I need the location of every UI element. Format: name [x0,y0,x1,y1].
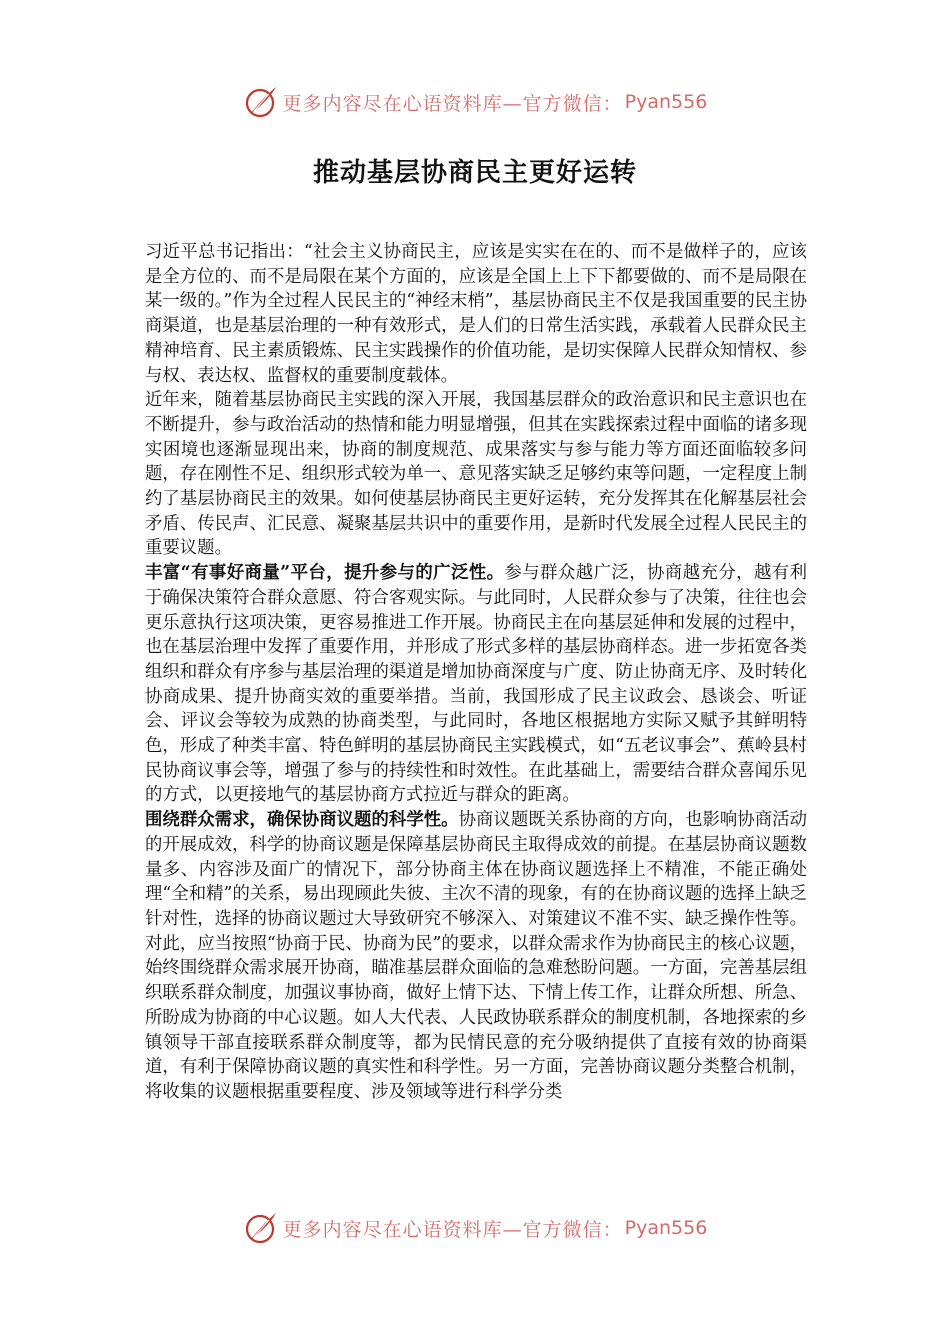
paragraph-3-text: 参与群众越广泛，协商越充分，越有利于确保决策符合群众意愿、符合客观实际。与此同时，人民群众参与了决策，往往也会更乐意执行这项决策，更容易推进工作开展。协商民主在向基层延伸和发展的过程中，也在基层治理中发挥了重要作用，并形成了形式多样的基层协商样态。进一步拓宽各类组织和群众有序参与基层治理的渠道是增加协商深度与广度、防止协商无序、及时转化协商成果、提升协商实效的重要举措。当前，我国形成了民主议政会、恳谈会、听证会、评议会等较为成熟的协商类型，与此同时，各地区根据地方实际又赋予其鲜明特色，形成了种类丰富、特色鲜明的基层协商民主实践模式，如“五老议事会”、蕉岭县村民协商议事会等，增强了参与的持续性和时效性。在此基础上，需要结合群众喜闻乐见的方式，以更接地气的基层协商方式拉近与群众的距离。 [145,563,807,806]
banner-text: 更多内容尽在心语资料库—官方微信： [282,1218,623,1241]
banner-wechat-id: Pyan556 [624,91,708,113]
banner-wechat-id: Pyan556 [624,1217,708,1239]
article-body [145,240,807,1105]
footer-watermark-banner [0,1206,950,1250]
feather-pen-logo-icon [243,84,279,120]
feather-pen-logo-icon [243,1210,279,1246]
paragraph-2-text: 近年来，随着基层协商民主实践的深入开展，我国基层群众的政治意识和民主意识也在不断提升，参与政治活动的热情和能力明显增强，但其在实践探索过程中面临的诸多现实困境也逐渐显现出来，协商的制度规范、成果落实与参与能力等方面还面临较多问题，存在刚性不足、组织形式较为单一、意见落实缺乏足够约束等问题，一定程度上制约了基层协商民主的效果。如何使基层协商民主更好运转，充分发挥其在化解基层社会矛盾、传民声、汇民意、凝聚基层共识中的重要作用，是新时代发展全过程人民民主的重要议题。 [145,390,807,559]
banner-text: 更多内容尽在心语资料库—官方微信： [282,92,623,115]
paragraph-4-text: 协商议题既关系协商的方向，也影响协商活动的开展成效，科学的协商议题是保障基层协商民主取得成效的前提。在基层协商议题数量多、内容涉及面广的情况下，部分协商主体在协商议题选择上不精准，不能正确处理“全和精”的关系，易出现顾此失彼、主次不清的现象，有的在协商议题的选择上缺乏针对性，选择的协商议题过大导致研究不够深入、对策建议不准不实、缺乏操作性等。对此，应当按照“协商于民、协商为民”的要求，以群众需求作为协商民主的核心议题，始终围绕群众需求展开协商，瞄准基层群众面临的急难愁盼问题。一方面，完善基层组织联系群众制度，加强议事协商，做好上情下达、下情上传工作，让群众所想、所急、所盼成为协商的中心议题。如人大代表、人民政协联系群众的制度机制，各地探索的乡镇领导干部直接联系群众制度等，都为民情民意的充分吸纳提供了直接有效的协商渠道，有利于保障协商议题的真实性和科学性。另一方面，完善协商议题分类整合机制，将收集的议题根据重要程度、涉及领域等进行科学分类 [145,810,807,1102]
paragraph-2 [145,388,807,561]
paragraph-4 [145,808,807,1104]
document-title: 推动基层协商民主更好运转 [312,158,637,188]
paragraph-3 [145,561,807,808]
paragraph-1 [145,240,807,388]
paragraph-4-heading: 围绕群众需求，确保协商议题的科学性。 [145,810,459,831]
paragraph-1-text: 习近平总书记指出：“社会主义协商民主，应该是实实在在的、而不是做样子的，应该是全方位的、而不是局限在某个方面的，应该是全国上上下下都要做的、而不是局限在某一级的。”作为全过程人民民主的“神经末梢”，基层协商民主不仅是我国重要的民主协商渠道，也是基层治理的一种有效形式，是人们的日常生活实践，承载着人民群众民主精神培育、民主素质锻炼、民主实践操作的价值功能，是切实保障人民群众知情权、参与权、表达权、监督权的重要制度载体。 [145,242,807,386]
header-watermark-banner [0,80,950,124]
paragraph-3-heading: 丰富“有事好商量”平台，提升参与的广泛性。 [145,563,505,584]
